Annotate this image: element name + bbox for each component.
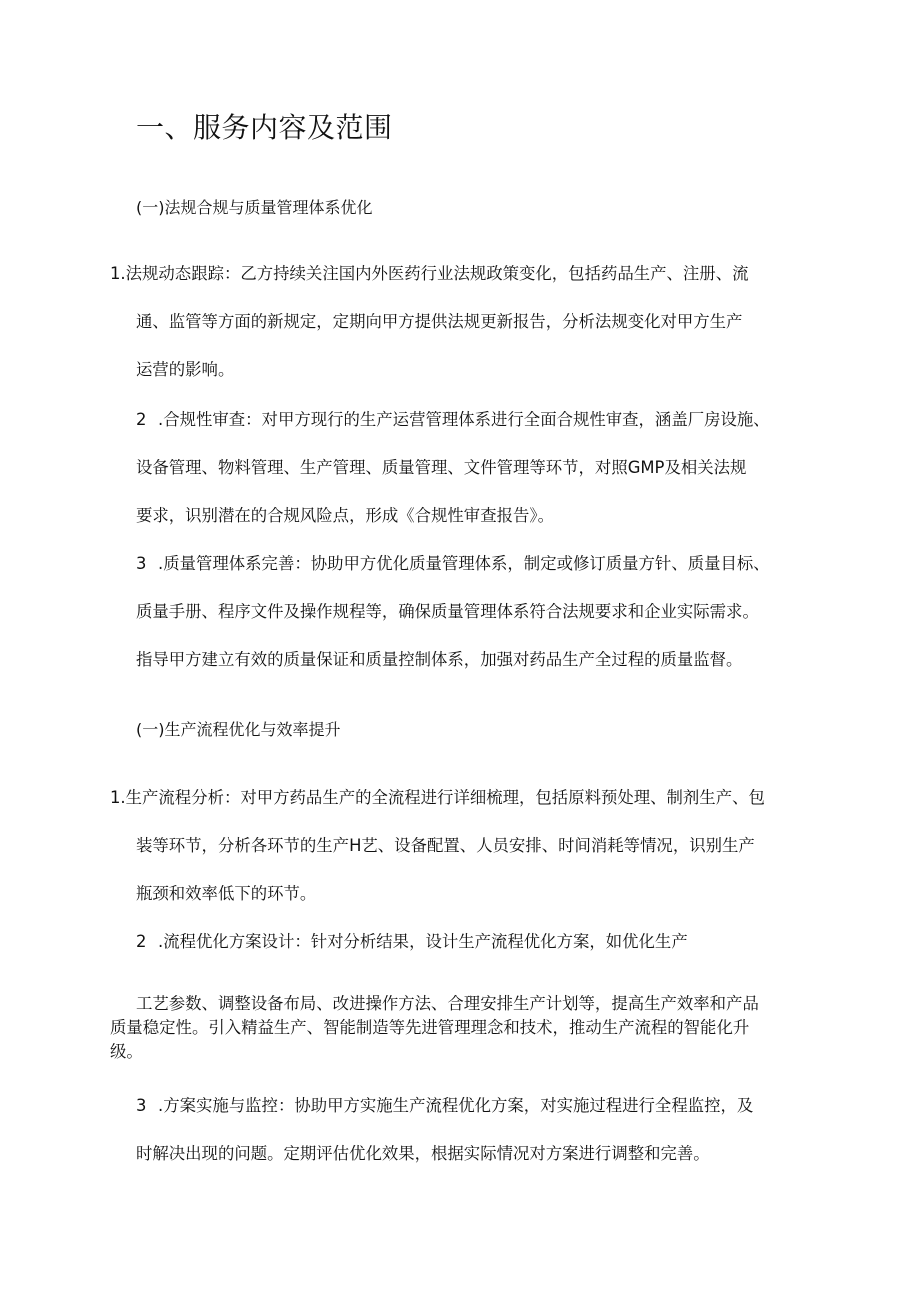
paragraph-line: 通、监管等方面的新规定，定期向甲方提供法规更新报告，分析法规变化对甲方生产 — [136, 312, 743, 331]
item-number: 2 — [136, 932, 147, 951]
paragraph-regulatory-tracking — [110, 250, 748, 394]
paragraph-line: 时解决出现的问题。定期评估优化效果，根据实际情况对方案进行调整和完善。 — [136, 1144, 710, 1163]
page-title: 一、服务内容及范围 — [136, 111, 393, 144]
paragraph-line: 指导甲方建立有效的质量保证和质量控制体系，加强对药品生产全过程的质量监督。 — [136, 650, 743, 669]
paragraph-quality-system — [136, 540, 770, 684]
paragraph-line — [136, 1082, 753, 1130]
paragraph-optimization-design — [136, 918, 688, 966]
paragraph-implementation — [136, 1082, 753, 1178]
item-text: .质量管理体系完善：协助甲方优化质量管理体系，制定或修订质量方针、质量目标、 — [158, 554, 770, 573]
paragraph-optimization-detail — [110, 992, 759, 1064]
paragraph-line: 瓶颈和效率低下的环节。 — [136, 884, 317, 903]
paragraph-line — [136, 540, 770, 588]
paragraph-line: 工艺参数、调整设备布局、改进操作方法、合理安排生产计划等，提高生产效率和产品 — [136, 994, 759, 1013]
paragraph-line: 1.生产流程分析：对甲方药品生产的全流程进行详细梳理，包括原料预处理、制剂生产、包 — [110, 788, 765, 807]
section-heading-regulatory: (一)法规合规与质量管理体系优化 — [136, 198, 373, 217]
paragraph-compliance-review — [136, 396, 770, 540]
paragraph-line: 要求，识别潜在的合规风险点，形成《合规性审查报告》。 — [136, 506, 554, 525]
item-number: 3 — [136, 554, 147, 573]
item-text: .合规性审查：对甲方现行的生产运营管理体系进行全面合规性审查，涵盖厂房设施、 — [158, 410, 770, 429]
paragraph-process-analysis — [110, 774, 765, 918]
paragraph-line: 质量手册、程序文件及操作规程等，确保质量管理体系符合法规要求和企业实际需求。 — [136, 602, 759, 621]
paragraph-line: 1.法规动态跟踪：乙方持续关注国内外医药行业法规政策变化，包括药品生产、注册、流 — [110, 264, 749, 283]
item-number: 2 — [136, 410, 147, 429]
paragraph-line: 运营的影响。 — [136, 360, 235, 379]
paragraph-line — [136, 396, 770, 444]
paragraph-line: 质量稳定性。引入精益生产、智能制造等先进管理理念和技术，推动生产流程的智能化升 — [110, 1018, 750, 1037]
paragraph-line: 装等环节，分析各环节的生产H艺、设备配置、人员安排、时间消耗等情况，识别生产 — [136, 836, 755, 855]
paragraph-line: 设备管理、物料管理、生产管理、质量管理、文件管理等环节，对照GMP及相关法规 — [136, 458, 747, 477]
item-number: 3 — [136, 1096, 147, 1115]
section-heading-production: (一)生产流程优化与效率提升 — [136, 720, 341, 739]
item-text: .方案实施与监控：协助甲方实施生产流程优化方案，对实施过程进行全程监控，及 — [158, 1096, 754, 1115]
paragraph-line — [136, 918, 688, 966]
paragraph-line: 级。 — [110, 1042, 143, 1061]
item-text: .流程优化方案设计：针对分析结果，设计生产流程优化方案，如优化生产 — [158, 932, 688, 951]
